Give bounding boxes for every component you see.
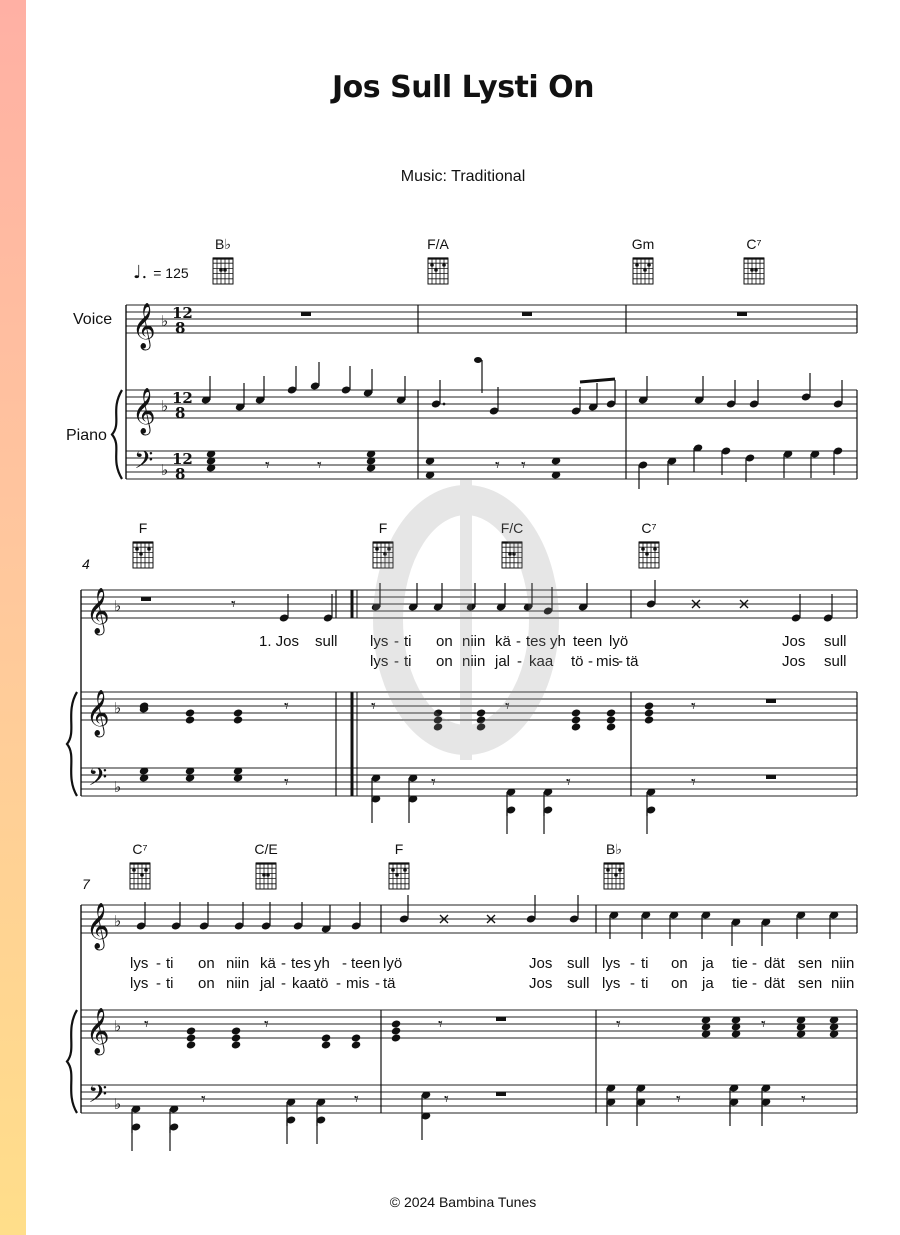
flat-icon: ♭ [161,461,169,479]
piano-label: Piano [66,427,107,444]
multi-beat-rest-icon [301,312,311,316]
dotted-quarter-note-icon: ♩. [133,262,148,283]
flat-icon: ♭ [114,912,122,930]
notehead [186,1026,197,1035]
notehead [571,715,582,724]
lyric-syllable: on [671,955,688,972]
measure-number: 4 [82,556,90,572]
notehead [606,708,617,717]
multi-beat-rest-icon [766,775,776,779]
chord-name: B♭ [215,236,231,252]
lyric-syllable: - [156,975,161,992]
lyric-syllable: - [517,653,522,670]
copyright-notice: © 2024 Bambina Tunes [389,1194,537,1210]
lyric-syllable: ti [641,955,649,972]
rest-icon: 𝄾 [264,1014,269,1035]
lyric-syllable: mis [596,653,620,670]
notehead [606,715,617,724]
notehead [231,1026,242,1035]
rest-icon: 𝄾 [438,1014,443,1035]
notehead [185,708,196,717]
voice-label: Voice [73,311,113,328]
lyric-syllable: kä [260,955,276,972]
lyric-syllable: on [198,955,215,972]
notehead [474,357,482,363]
multi-beat-rest-icon [522,312,532,316]
lyric-syllable: kä [495,633,511,650]
lyric-syllable: - [752,955,757,972]
lyric-syllable: dät [764,955,785,972]
rest-icon: 𝄾 [691,696,696,717]
time-signature-icon: 8 [175,319,186,337]
treble-clef-icon: 𝄞 [86,903,110,949]
rest-icon: 𝄾 [265,455,270,476]
rest-icon: 𝄾 [495,455,500,476]
lyric-syllable: jal [260,975,276,992]
chord-name: F [394,841,404,857]
lyric-syllable: kaa [292,975,317,992]
lyric-syllable: - [630,975,635,992]
song-title: Jos Sull Lysti On [332,70,594,105]
notehead [433,722,444,731]
lyric-syllable: lys [602,975,621,992]
time-signature-icon: 12 [172,389,193,407]
lyric-syllable: - [752,975,757,992]
lyric-syllable: ti [404,633,412,650]
multi-beat-rest-icon [496,1092,506,1096]
lyric-syllable: yh [550,633,566,650]
rest-icon: 𝄾 [231,594,236,615]
lyric-syllable: tö [571,653,584,670]
lyric-syllable: sull [315,633,338,650]
bass-clef-icon: 𝄢 [134,446,154,481]
bass-clef-icon: 𝄢 [88,763,108,798]
augmentation-dot [443,403,446,406]
chord-name: Gm [631,236,655,252]
lyric-syllable: jal [495,653,511,670]
lyric-syllable: sull [824,653,847,670]
lyric-syllable: lys [130,975,149,992]
lyric-syllable: yh [314,955,330,972]
multi-beat-rest-icon [737,312,747,316]
rest-icon: 𝄾 [676,1089,681,1110]
chord-name: C/E [254,841,278,857]
notehead [233,715,244,724]
time-signature-icon: 12 [172,450,193,468]
lyric-syllable: niin [831,975,855,992]
lyric-syllable: ja [702,975,714,992]
rest-icon: 𝄾 [761,1014,766,1035]
lyric-syllable: - [281,955,286,972]
notehead [391,1033,402,1042]
treble-clef-icon: 𝄞 [86,690,110,736]
chord-name: C⁷ [641,520,657,536]
treble-clef-icon: 𝄞 [132,388,156,434]
lyric-syllable: tie [732,975,748,992]
lyric-syllable: tes [291,955,312,972]
lyric-syllable: tä [626,653,639,670]
flat-icon: ♭ [114,699,122,717]
lyric-syllable: ti [166,975,174,992]
lyric-syllable: lys [602,955,621,972]
lyric-syllable: niin [462,633,486,650]
flat-icon: ♭ [114,1095,122,1113]
flat-icon: ♭ [114,1017,122,1035]
chord-name: F/C [500,520,524,536]
lyric-syllable: sull [567,955,590,972]
notehead [476,722,487,731]
notehead [186,1033,197,1042]
lyric-syllable: niin [226,955,250,972]
flat-icon: ♭ [114,778,122,796]
lyric-syllable: Jos [782,633,806,650]
music-notation [26,0,900,1235]
notehead [606,722,617,731]
lyric-syllable: ja [702,955,714,972]
lyric-syllable: ti [641,975,649,992]
lyric-syllable: Jos [529,975,553,992]
notehead [233,708,244,717]
lyric-syllable: Jos [782,653,806,670]
rest-icon: 𝄾 [521,455,526,476]
lyric-syllable: - [630,955,635,972]
rest-icon: 𝄾 [431,772,436,793]
notehead [321,1040,332,1049]
notehead [231,1040,242,1049]
lyric-syllable: on [198,975,215,992]
notehead [391,1019,402,1028]
notehead [321,1033,332,1042]
lyric-syllable: sull [567,975,590,992]
lyric-syllable: teen [573,633,603,650]
decorative-side-stripe [0,0,26,1235]
time-signature-icon: 12 [172,304,193,322]
multi-beat-rest-icon [496,1017,506,1021]
lyric-syllable: - [588,653,593,670]
chord-name: F [138,520,148,536]
notehead [571,722,582,731]
rest-icon: 𝄾 [691,772,696,793]
rest-icon: 𝄾 [566,772,571,793]
rest-icon: 𝄾 [616,1014,621,1035]
piano-brace-icon [112,390,122,479]
lyric-syllable: niin [831,955,855,972]
lyric-syllable: on [671,975,688,992]
rest-icon: 𝄾 [505,696,510,717]
lyric-syllable: tö [316,975,329,992]
lyric-syllable: on [436,653,453,670]
flat-icon: ♭ [161,312,169,330]
notehead [185,715,196,724]
rest-icon: 𝄾 [317,455,322,476]
notehead [644,708,655,717]
chord-name: F/A [427,236,449,252]
notehead [351,1033,362,1042]
lyric-syllable: - [394,653,399,670]
lyric-syllable: - [156,955,161,972]
rest-icon: 𝄾 [201,1089,206,1110]
lyric-syllable: dät [764,975,785,992]
multi-beat-rest-icon [141,597,151,601]
notehead [433,708,444,717]
lyric-syllable: - [516,633,521,650]
lyric-syllable: tä [383,975,396,992]
piano-brace-icon [67,1010,77,1113]
piano-brace-icon [67,692,77,796]
lyric-syllable: 1. Jos [259,633,300,650]
notehead [476,715,487,724]
treble-clef-icon: 𝄞 [86,588,110,634]
notehead [644,715,655,724]
notehead [571,708,582,717]
lyric-syllable: - [375,975,380,992]
notehead [433,715,444,724]
time-signature-icon: 8 [175,465,186,483]
lyric-syllable: lys [370,633,389,650]
rest-icon: 𝄾 [371,696,376,717]
notehead [644,701,655,710]
rest-icon: 𝄾 [444,1089,449,1110]
sheet-music-page [26,0,900,1235]
lyric-syllable: - [618,653,623,670]
lyric-syllable: tie [732,955,748,972]
notehead [391,1026,402,1035]
lyric-syllable: teen [351,955,381,972]
bass-clef-icon: 𝄢 [88,1080,108,1115]
chord-name: C⁷ [746,236,762,252]
notehead [231,1033,242,1042]
notehead [476,708,487,717]
treble-clef-icon: 𝄞 [86,1008,110,1054]
lyric-syllable: - [394,633,399,650]
notehead [186,1040,197,1049]
lyric-syllable: lyö [609,633,629,650]
rest-icon: 𝄾 [284,772,289,793]
chord-name: C⁷ [132,841,148,857]
flat-icon: ♭ [114,597,122,615]
lyric-syllable: - [281,975,286,992]
lyric-syllable: lys [370,653,389,670]
lyric-syllable: ti [166,955,174,972]
lyric-syllable: - [336,975,341,992]
notehead [351,1040,362,1049]
lyric-syllable: Jos [529,955,553,972]
chord-name: F [378,520,388,536]
lyric-syllable: lys [130,955,149,972]
lyric-syllable: sen [798,975,823,992]
flat-icon: ♭ [161,397,169,415]
lyric-syllable: niin [462,653,486,670]
time-signature-icon: 8 [175,404,186,422]
treble-clef-icon: 𝄞 [132,303,156,349]
lyric-syllable: on [436,633,453,650]
lyric-syllable: tes [526,633,547,650]
rest-icon: 𝄾 [354,1089,359,1110]
chord-name: B♭ [606,841,622,857]
lyric-syllable: kaa [529,653,554,670]
lyric-syllable: mis [346,975,370,992]
rest-icon: 𝄾 [801,1089,806,1110]
rest-icon: 𝄾 [144,1014,149,1035]
lyric-syllable: lyö [383,955,403,972]
lyric-syllable: niin [226,975,250,992]
composer-credit: Music: Traditional [400,168,526,185]
lyric-syllable: sen [798,955,823,972]
lyric-syllable: ti [404,653,412,670]
tempo-value: = 125 [153,264,189,281]
beam [580,379,615,382]
lyric-syllable: sull [824,633,847,650]
rest-icon: 𝄾 [284,696,289,717]
lyric-syllable: - [342,955,347,972]
multi-beat-rest-icon [766,699,776,703]
measure-number: 7 [82,876,90,892]
